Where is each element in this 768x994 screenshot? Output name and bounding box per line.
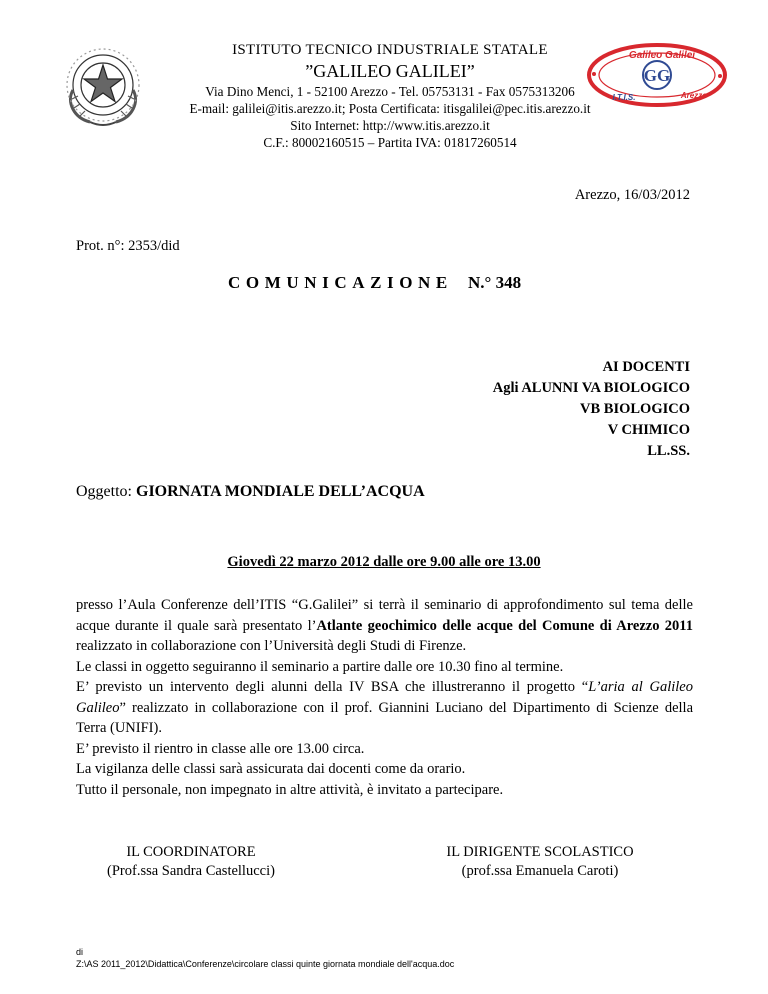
school-website: Sito Internet: http://www.itis.arezzo.it (290, 118, 490, 133)
signature-title: IL COORDINATORE (126, 844, 256, 860)
atlas-title: Atlante geochimico delle acque del Comune di Arezzo 2011 (316, 617, 694, 634)
body-paragraph: Le classi in oggetto seguiranno il seminario a partire dalle ore 10.30 fino al termine. (76, 658, 564, 675)
logo-sub-right: Arezzo (680, 91, 708, 100)
document-date: Arezzo, 16/03/2012 (574, 187, 690, 203)
recipient-line: Agli ALUNNI VA BIOLOGICO (492, 380, 690, 396)
svg-text:GG: GG (643, 66, 671, 85)
logo-sub-left: I.T.I.S. (612, 93, 636, 102)
logo-text: Galileo Galilei (628, 50, 696, 61)
recipient-line: V CHIMICO (607, 422, 690, 438)
school-address: Via Dino Menci, 1 - 52100 Arezzo - Tel. 05753131 - Fax 0575313206 (205, 84, 575, 99)
body-paragraph: E’ previsto il rientro in classe alle ore 13.00 circa. (76, 740, 365, 757)
signature-coordinator (76, 843, 306, 881)
subject-line (76, 483, 425, 501)
body-paragraph: Tutto il personale, non impegnato in altre attività, è invitato a partecipare. (76, 781, 504, 798)
file-path-footer: di Z:\AS 2011_2012\Didattica\Conferenze\circolare classi quinte giornata mondiale dell'acqua.doc (76, 947, 455, 969)
communication-number: N.° 348 (468, 273, 522, 292)
school-fiscal-code: C.F.: 80002160515 – Partita IVA: 01817260514 (263, 135, 517, 150)
body-paragraph: La vigilanza delle classi sarà assicurata dai docenti come da orario. (76, 761, 466, 777)
project-title: L’aria al Galileo Galileo (76, 679, 693, 716)
document-title: COMUNICAZIONE (228, 273, 453, 292)
signature-principal (416, 843, 664, 881)
body-text (76, 595, 693, 800)
signature-name: (Prof.ssa Sandra Castellucci) (107, 863, 275, 879)
recipient-line: AI DOCENTI (602, 359, 690, 375)
school-email: E-mail: galilei@itis.arezzo.it; Posta Certificata: itisgalilei@pec.itis.arezzo.it (189, 101, 591, 116)
recipient-line: VB BIOLOGICO (580, 401, 690, 417)
protocol-number: Prot. n°: 2353/did (76, 238, 180, 254)
institute-type: ISTITUTO TECNICO INDUSTRIALE STATALE (232, 42, 548, 58)
body-paragraph: presso l’Aula Conferenze dell’ITIS “G.Galilei” si terrà il seminario di approfondimento sul tema delle acque durante il quale sarà presentato l’Atlante geochimico delle acque del Comune di Arezzo 2011 realizzato in collaborazione con l’Università degli Studi di Firenze. (76, 597, 694, 654)
subject-text: GIORNATA MONDIALE DELL’ACQUA (136, 483, 425, 500)
school-name: ”GALILEO GALILEI” (305, 61, 475, 81)
event-date-line: Giovedì 22 marzo 2012 dalle ore 9.00 alle ore 13.00 (227, 554, 541, 570)
subject-label: Oggetto: (76, 483, 136, 500)
signature-title: IL DIRIGENTE SCOLASTICO (446, 844, 634, 860)
body-paragraph: E’ previsto un intervento degli alunni della IV BSA che illustreranno il progetto “L’aria al Galileo Galileo” realizzato in collaborazione con il prof. Giannini Luciano del Dipartimento di Scienze della Terra (UNIFI). (76, 679, 693, 736)
signature-name: (prof.ssa Emanuela Caroti) (461, 863, 619, 879)
recipient-line: LL.SS. (647, 443, 690, 459)
